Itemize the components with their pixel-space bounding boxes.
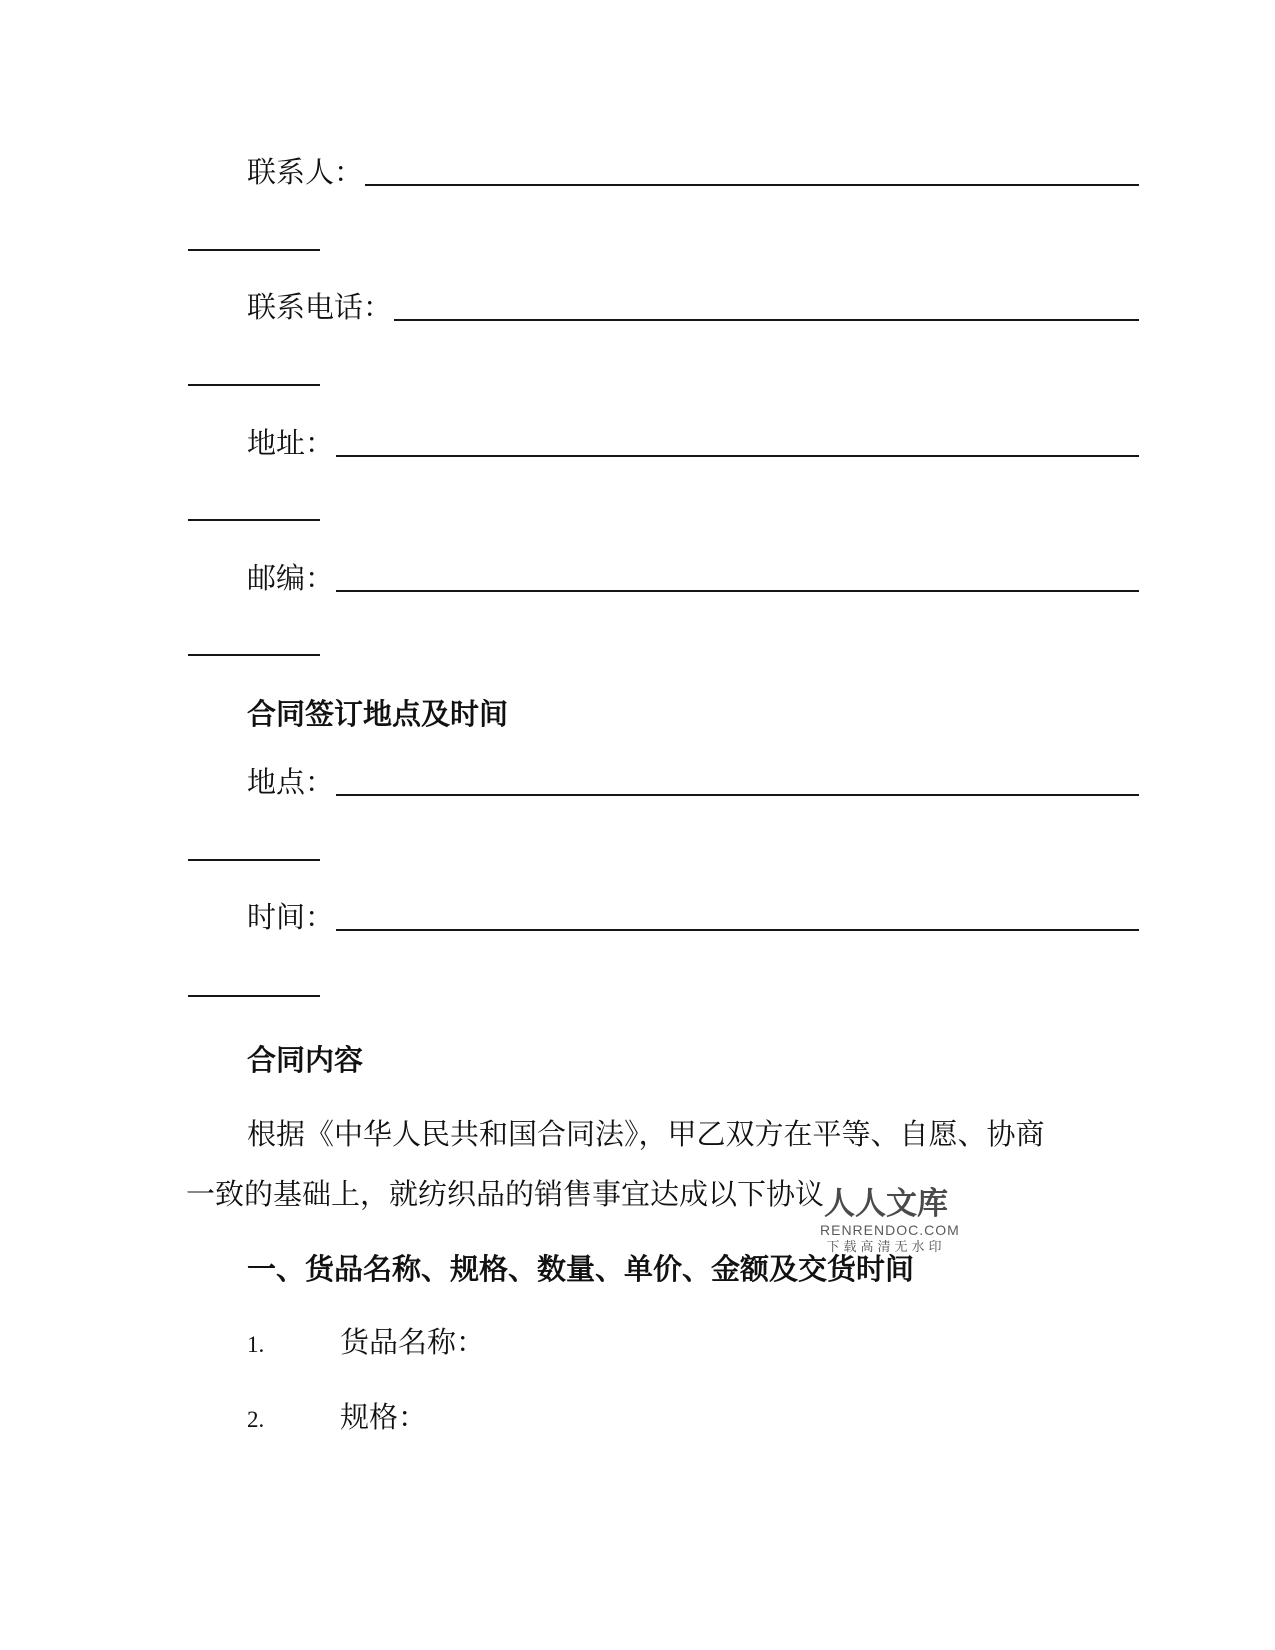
heading-signing-place-time: 合同签订地点及时间 xyxy=(247,699,509,731)
blank-underline xyxy=(336,559,1139,592)
blank-continuation-line xyxy=(188,995,320,997)
list-item-1 xyxy=(186,1323,1139,1363)
field-label-contact-person: 联系人： xyxy=(247,157,364,189)
list-item-2 xyxy=(186,1398,1139,1438)
blank-underline xyxy=(365,153,1139,186)
watermark xyxy=(820,1186,960,1254)
field-row-contact-person xyxy=(186,153,1139,193)
heading-contract-content: 合同内容 xyxy=(247,1045,364,1077)
item-label-specification: 规格： xyxy=(340,1402,428,1434)
field-label-contact-phone: 联系电话： xyxy=(247,292,393,324)
field-row-address xyxy=(186,424,1139,464)
heading-section-one: 一、货品名称、规格、数量、单价、金额及交货时间 xyxy=(247,1254,915,1286)
blank-underline xyxy=(336,424,1139,457)
field-label-location: 地点： xyxy=(247,767,335,799)
field-label-time: 时间： xyxy=(247,902,335,934)
field-label-address: 地址： xyxy=(247,428,335,460)
field-row-postal-code xyxy=(186,559,1139,599)
field-row-contact-phone xyxy=(186,288,1139,328)
watermark-title: 人人文库 xyxy=(824,1186,948,1221)
field-row-time xyxy=(186,898,1139,938)
paragraph-line-2: 一致的基础上，就纺织品的销售事宜达成以下协议 xyxy=(186,1179,825,1211)
field-label-postal-code: 邮编： xyxy=(247,563,335,595)
watermark-tagline: 下载高清无水印 xyxy=(826,1239,946,1254)
watermark-domain: RENRENDOC.COM xyxy=(820,1222,960,1238)
blank-underline xyxy=(336,763,1139,796)
blank-continuation-line xyxy=(188,859,320,861)
item-number: 1. xyxy=(247,1332,265,1357)
blank-continuation-line xyxy=(188,654,320,656)
blank-continuation-line xyxy=(188,384,320,386)
blank-continuation-line xyxy=(188,519,320,521)
item-number: 2. xyxy=(247,1407,265,1432)
item-label-goods-name: 货品名称： xyxy=(340,1327,486,1359)
blank-underline xyxy=(394,288,1139,321)
blank-underline xyxy=(336,898,1139,931)
paragraph-line-1: 根据《中华人民共和国合同法》，甲乙双方在平等、自愿、协商 xyxy=(247,1119,1045,1151)
blank-continuation-line xyxy=(188,249,320,251)
field-row-location xyxy=(186,763,1139,803)
